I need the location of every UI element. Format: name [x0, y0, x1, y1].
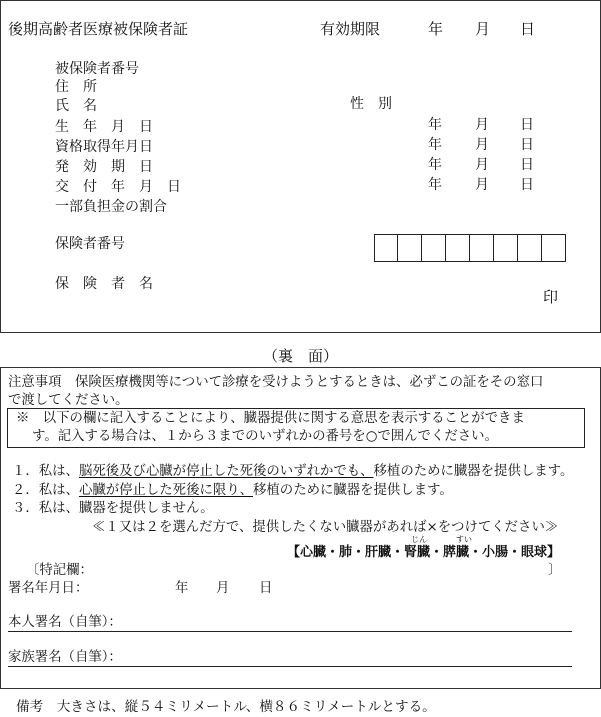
validity-label: 有効期限	[320, 20, 381, 38]
effective-year: 年	[428, 157, 442, 173]
name-label: 氏 名	[55, 98, 97, 114]
ruby-jin: じん	[411, 535, 427, 544]
effective-day: 日	[520, 157, 534, 173]
boxed-line-1: ※ 以下の欄に記入することにより、臓器提供に関する意思を表示することができま	[16, 411, 525, 426]
signature-date-label: 署名年月日：	[8, 581, 89, 596]
back-heading: （裏 面）	[262, 347, 338, 365]
option-note: ≪１又は２を選んだ方で、提供したくない臓器があれば×をつけてください≫	[92, 520, 559, 535]
family-signature-label: 家族署名（自筆）：	[8, 650, 122, 665]
validity-day: 日	[520, 20, 536, 38]
signature-year: 年	[175, 581, 189, 596]
option-2-prefix: ２．私は、	[12, 483, 79, 498]
birth-month: 月	[475, 117, 489, 133]
self-signature-label: 本人署名（自筆）：	[8, 615, 122, 630]
signature-day: 日	[259, 581, 273, 596]
boxed-line-2: す。記入する場合は、１から３までのいずれかの番号を○で囲んでください。	[32, 429, 498, 444]
insurer-number-digit-box	[542, 234, 566, 262]
self-signature-line	[8, 631, 572, 632]
qualification-date-label: 資格取得年月日	[55, 139, 153, 155]
insurer-number-digit-box	[374, 234, 398, 262]
effective-date-label: 発 効 期 日	[55, 159, 153, 175]
insurer-number-digit-box	[494, 234, 518, 262]
donation-option-3: ３．私は、臓器を提供しません。	[12, 501, 214, 516]
issue-day: 日	[520, 177, 534, 193]
insurer-number-label: 保険者番号	[55, 236, 125, 252]
insured-number-label: 被保険者番号	[55, 61, 139, 77]
card-title: 後期高齢者医療被保険者証	[8, 20, 189, 38]
issue-date-label: 交 付 年 月 日	[55, 179, 181, 195]
issue-year: 年	[428, 177, 442, 193]
organ-list: 【心臓・肺・肝臓・腎臓・膵臓・小腸・眼球】	[287, 545, 561, 560]
notice-line-2: で渡してください。	[8, 393, 129, 408]
qualification-year: 年	[428, 137, 442, 153]
insurer-number-digit-box	[446, 234, 470, 262]
notice-line-1: 注意事項 保険医療機関等について診療を受けようとするときは、必ずこの証をその窓口	[8, 375, 544, 390]
insurer-number-digit-box	[398, 234, 422, 262]
insurer-number-digit-box	[470, 234, 494, 262]
special-field-close: 〕	[548, 563, 562, 578]
effective-month: 月	[475, 157, 489, 173]
option-2-underlined: 心臓が停止した死後に限り、	[78, 483, 254, 498]
option-1-prefix: １．私は、	[12, 464, 79, 479]
seal-mark: 印	[543, 288, 559, 306]
validity-year: 年	[428, 20, 444, 38]
birth-date-label: 生 年 月 日	[55, 119, 153, 135]
issue-month: 月	[475, 177, 489, 193]
family-signature-line	[8, 666, 572, 667]
donation-option-1	[12, 465, 573, 478]
birth-year: 年	[428, 117, 442, 133]
birth-day: 日	[520, 117, 534, 133]
donation-option-2	[12, 484, 453, 497]
special-field-open: 〔特記欄：	[26, 563, 93, 578]
insurer-number-digit-box	[518, 234, 542, 262]
option-1-underlined: 脳死後及び心臓が停止した死後のいずれかでも、	[78, 464, 374, 479]
ruby-sui: すい	[456, 535, 472, 544]
option-1-suffix: 移植のために臓器を提供します。	[373, 464, 574, 479]
address-label: 住 所	[55, 79, 97, 95]
insurer-name-label: 保 険 者 名	[55, 276, 153, 292]
qualification-day: 日	[520, 137, 534, 153]
copay-ratio-label: 一部負担金の割合	[55, 199, 167, 215]
validity-month: 月	[475, 20, 491, 38]
size-footnote: 備考 大きさは、縦５４ミリメートル、横８６ミリメートルとする。	[16, 699, 436, 715]
option-2-suffix: 移植のために臓器を提供します。	[253, 483, 453, 498]
qualification-month: 月	[475, 137, 489, 153]
signature-month: 月	[216, 581, 230, 596]
insurer-number-digit-box	[422, 234, 446, 262]
sex-label: 性 別	[350, 96, 392, 112]
